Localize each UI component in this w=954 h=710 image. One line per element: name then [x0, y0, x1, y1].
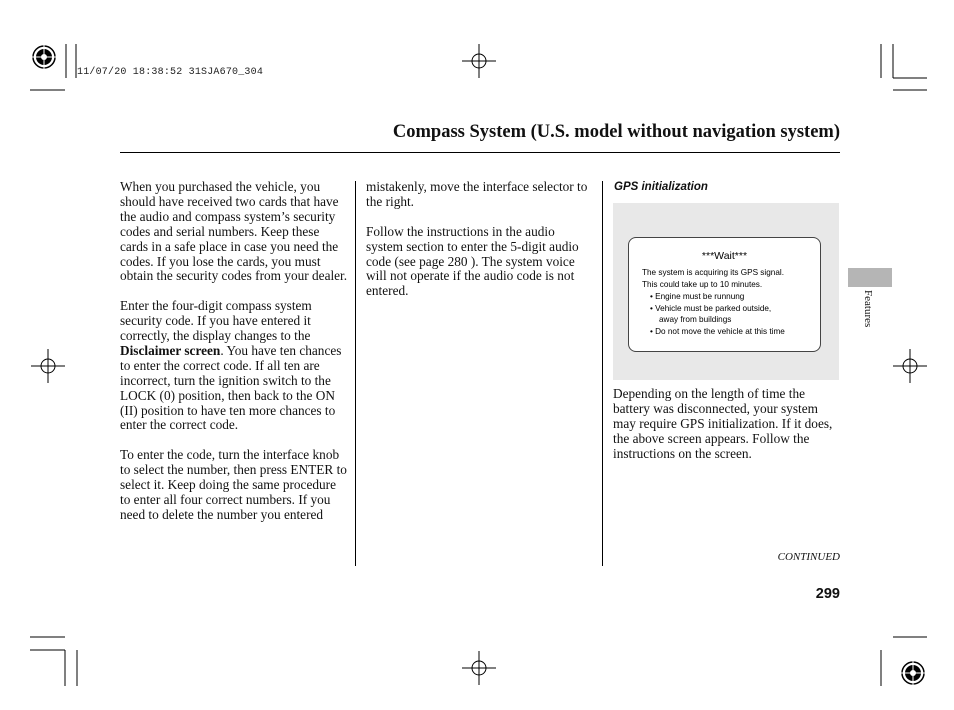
starburst-mark-icon: [32, 45, 56, 69]
text-column-1: [120, 180, 348, 538]
screen-title: ***Wait***: [701, 250, 748, 262]
page-number: 299: [815, 586, 840, 602]
print-stamp: 11/07/20 18:38:52 31SJA670_304: [77, 67, 264, 78]
crosshair-mark-icon: [31, 349, 65, 383]
column-divider: [355, 181, 356, 566]
paragraph: [120, 299, 348, 433]
starburst-mark-icon: [901, 661, 925, 685]
crosshair-mark-icon: [893, 349, 927, 383]
text-span: Enter the four-digit compass system security code. If you have entered it correctly, the display changes to the: [120, 298, 312, 344]
section-tab-label: Features: [862, 290, 874, 328]
screen-bullet-continued: away from buildings: [659, 315, 732, 324]
paragraph: Depending on the length of time the battery was disconnected, your system may require GPS initialization. If it does, the above screen appears. Follow the instructions on the screen.: [613, 386, 833, 461]
gps-wait-screen: [628, 237, 821, 352]
screen-line: This could take up to 10 minutes.: [642, 280, 763, 289]
paragraph: When you purchased the vehicle, you should have received two cards that have the audio and compass system’s security codes and serial numbers. Keep these cards in a safe place in case you need the codes. If you lose the cards, you must obtain the security codes from your dealer.: [120, 179, 348, 284]
screen-bullet: • Vehicle must be parked outside,: [650, 304, 772, 313]
crosshair-mark-icon: [462, 651, 496, 685]
paragraph: Follow the instructions in the audio system section to enter the 5-digit audio code (see page 280 ). The system voice will not operate if the audio code is not entered.: [366, 223, 579, 299]
bold-term: Disclaimer screen: [120, 342, 221, 358]
column-divider: [602, 181, 603, 566]
paragraph: mistakenly, move the interface selector to the right.: [366, 179, 588, 209]
text-column-3: [613, 387, 839, 476]
screen-bullet: • Engine must be runnung: [650, 292, 745, 301]
screen-bullet: • Do not move the vehicle at this time: [650, 327, 785, 336]
text-column-2: [366, 180, 591, 314]
page-title: Compass System (U.S. model without navigation system): [392, 122, 840, 142]
section-tab: [848, 268, 892, 287]
crosshair-mark-icon: [462, 44, 496, 78]
figure-caption: GPS initialization: [614, 181, 708, 193]
text-span: . You have ten chances to enter the correct code. If all ten are incorrect, turn the ignition switch to the LOCK (0) position, then back to the ON (II) position to have ten more chances to enter the correct code.: [120, 342, 342, 433]
continued-label: CONTINUED: [777, 551, 840, 563]
screen-line: The system is acquiring its GPS signal.: [642, 268, 784, 277]
paragraph: To enter the code, turn the interface knob to select the number, then press ENTER to select it. Keep doing the same procedure to enter all four correct numbers. If you need to delete the number you entered: [120, 447, 347, 522]
title-rule: [120, 152, 840, 153]
